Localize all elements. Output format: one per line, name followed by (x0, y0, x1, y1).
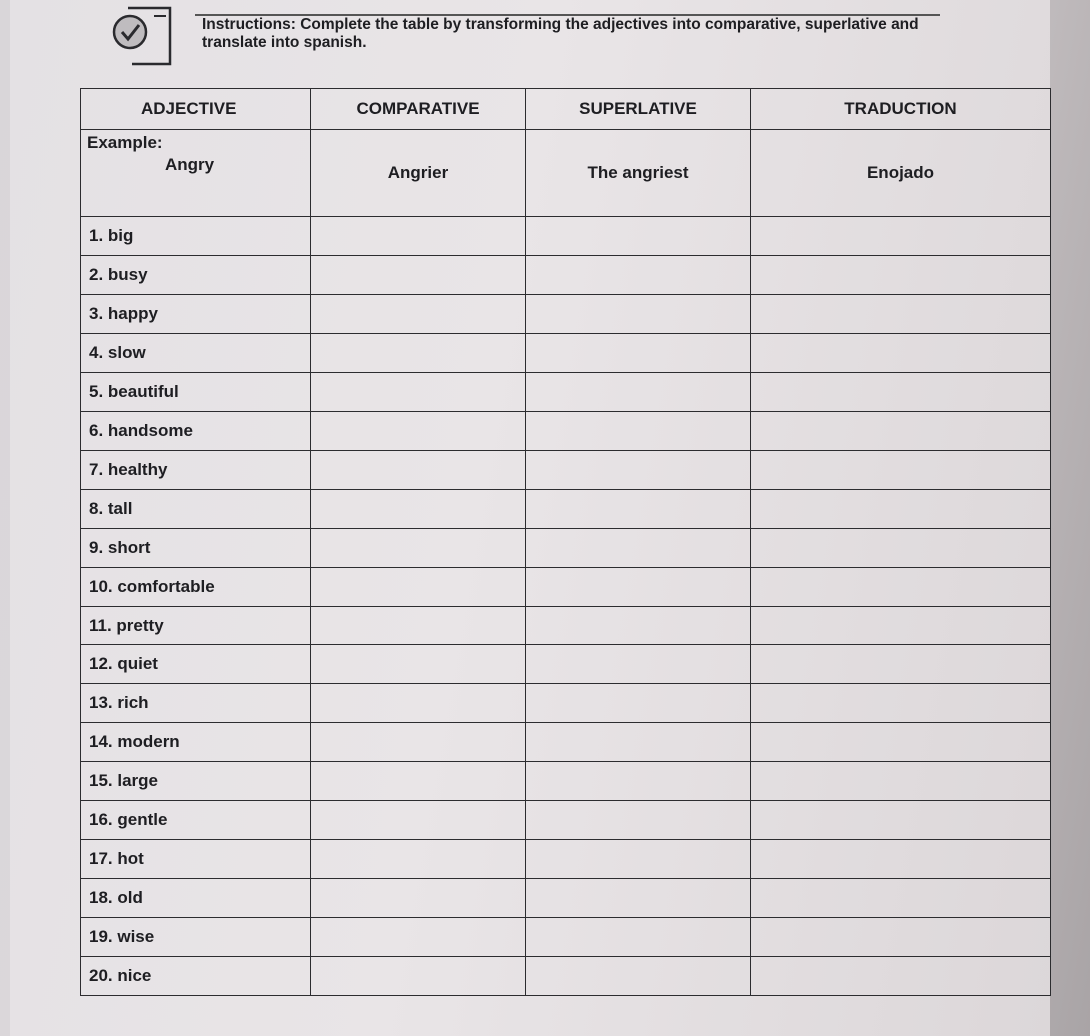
translation-answer-cell[interactable] (751, 256, 1051, 295)
superlative-answer-cell[interactable] (526, 762, 751, 801)
adjective-cell: 19. wise (81, 918, 311, 957)
header-superlative: SUPERLATIVE (526, 89, 751, 130)
superlative-answer-cell[interactable] (526, 372, 751, 411)
comparative-answer-cell[interactable] (311, 879, 526, 918)
superlative-answer-cell[interactable] (526, 333, 751, 372)
translation-answer-cell[interactable] (751, 840, 1051, 879)
superlative-answer-cell[interactable] (526, 645, 751, 684)
table-row (81, 333, 1051, 372)
table-row (81, 801, 1051, 840)
adjective-cell: 11. pretty (81, 606, 311, 645)
comparative-answer-cell[interactable] (311, 411, 526, 450)
translation-answer-cell[interactable] (751, 528, 1051, 567)
header-comparative: COMPARATIVE (311, 89, 526, 130)
table-row (81, 528, 1051, 567)
translation-answer-cell[interactable] (751, 723, 1051, 762)
comparative-answer-cell[interactable] (311, 256, 526, 295)
header-adjective: ADJECTIVE (81, 89, 311, 130)
superlative-answer-cell[interactable] (526, 840, 751, 879)
adjective-cell: 15. large (81, 762, 311, 801)
table-row (81, 879, 1051, 918)
comparative-answer-cell[interactable] (311, 918, 526, 957)
example-row (81, 130, 1051, 217)
translation-answer-cell[interactable] (751, 606, 1051, 645)
adjective-cell: 7. healthy (81, 450, 311, 489)
table-row (81, 606, 1051, 645)
comparative-answer-cell[interactable] (311, 528, 526, 567)
superlative-answer-cell[interactable] (526, 684, 751, 723)
comparative-answer-cell[interactable] (311, 801, 526, 840)
translation-answer-cell[interactable] (751, 295, 1051, 334)
adjective-cell: 17. hot (81, 840, 311, 879)
superlative-answer-cell[interactable] (526, 411, 751, 450)
translation-answer-cell[interactable] (751, 645, 1051, 684)
superlative-answer-cell[interactable] (526, 918, 751, 957)
adjective-cell: 1. big (81, 217, 311, 256)
translation-answer-cell[interactable] (751, 333, 1051, 372)
superlative-answer-cell[interactable] (526, 295, 751, 334)
adjective-cell: 2. busy (81, 256, 311, 295)
translation-answer-cell[interactable] (751, 372, 1051, 411)
table-row (81, 956, 1051, 995)
translation-answer-cell[interactable] (751, 411, 1051, 450)
example-adjective: Angry (165, 155, 215, 174)
worksheet (10, 0, 1050, 1036)
table-row (81, 723, 1051, 762)
comparative-answer-cell[interactable] (311, 217, 526, 256)
adjective-cell: 16. gentle (81, 801, 311, 840)
comparative-answer-cell[interactable] (311, 956, 526, 995)
superlative-answer-cell[interactable] (526, 256, 751, 295)
adjective-cell: 10. comfortable (81, 567, 311, 606)
example-superlative: The angriest (526, 130, 751, 217)
comparative-answer-cell[interactable] (311, 450, 526, 489)
translation-answer-cell[interactable] (751, 450, 1051, 489)
table-row (81, 256, 1051, 295)
adjective-cell: 9. short (81, 528, 311, 567)
adjectives-table (80, 88, 1051, 996)
adjective-cell: 8. tall (81, 489, 311, 528)
adjective-cell: 3. happy (81, 295, 311, 334)
translation-answer-cell[interactable] (751, 956, 1051, 995)
comparative-answer-cell[interactable] (311, 489, 526, 528)
adjective-cell: 20. nice (81, 956, 311, 995)
instructions-label: Instructions: (202, 16, 296, 33)
comparative-answer-cell[interactable] (311, 840, 526, 879)
comparative-answer-cell[interactable] (311, 762, 526, 801)
translation-answer-cell[interactable] (751, 489, 1051, 528)
adjective-cell: 13. rich (81, 684, 311, 723)
adjective-cell: 12. quiet (81, 645, 311, 684)
comparative-answer-cell[interactable] (311, 372, 526, 411)
table-row (81, 840, 1051, 879)
translation-answer-cell[interactable] (751, 684, 1051, 723)
translation-answer-cell[interactable] (751, 801, 1051, 840)
translation-answer-cell[interactable] (751, 879, 1051, 918)
comparative-answer-cell[interactable] (311, 606, 526, 645)
table-row (81, 489, 1051, 528)
table-row (81, 645, 1051, 684)
example-label: Example: (87, 133, 163, 152)
comparative-answer-cell[interactable] (311, 684, 526, 723)
header-traduction: TRADUCTION (751, 89, 1051, 130)
table-row (81, 295, 1051, 334)
superlative-answer-cell[interactable] (526, 879, 751, 918)
adjective-cell: 14. modern (81, 723, 311, 762)
table-row (81, 217, 1051, 256)
table-row (81, 450, 1051, 489)
example-adjective-cell (81, 130, 311, 217)
translation-answer-cell[interactable] (751, 217, 1051, 256)
table-row (81, 762, 1051, 801)
comparative-answer-cell[interactable] (311, 295, 526, 334)
superlative-answer-cell[interactable] (526, 528, 751, 567)
superlative-answer-cell[interactable] (526, 606, 751, 645)
table-row (81, 918, 1051, 957)
adjective-cell: 4. slow (81, 333, 311, 372)
table-header-row (81, 89, 1051, 130)
comparative-answer-cell[interactable] (311, 333, 526, 372)
table-row (81, 567, 1051, 606)
adjective-cell: 5. beautiful (81, 372, 311, 411)
checklist-icon (98, 2, 178, 68)
superlative-answer-cell[interactable] (526, 217, 751, 256)
comparative-answer-cell[interactable] (311, 645, 526, 684)
table-row (81, 411, 1051, 450)
adjective-cell: 6. handsome (81, 411, 311, 450)
adjective-cell: 18. old (81, 879, 311, 918)
table-row (81, 372, 1051, 411)
superlative-answer-cell[interactable] (526, 489, 751, 528)
comparative-answer-cell[interactable] (311, 723, 526, 762)
superlative-answer-cell[interactable] (526, 450, 751, 489)
instructions-body: Complete the table by transforming the adjectives into comparative, superlative and translate into spanish. (202, 16, 919, 51)
translation-answer-cell[interactable] (751, 918, 1051, 957)
superlative-answer-cell[interactable] (526, 801, 751, 840)
superlative-answer-cell[interactable] (526, 723, 751, 762)
adjectives-table-container (80, 88, 1050, 996)
instructions-text (202, 16, 942, 52)
comparative-answer-cell[interactable] (311, 567, 526, 606)
table-row (81, 684, 1051, 723)
example-translation: Enojado (751, 130, 1051, 217)
translation-answer-cell[interactable] (751, 762, 1051, 801)
example-comparative: Angrier (311, 130, 526, 217)
superlative-answer-cell[interactable] (526, 956, 751, 995)
translation-answer-cell[interactable] (751, 567, 1051, 606)
superlative-answer-cell[interactable] (526, 567, 751, 606)
